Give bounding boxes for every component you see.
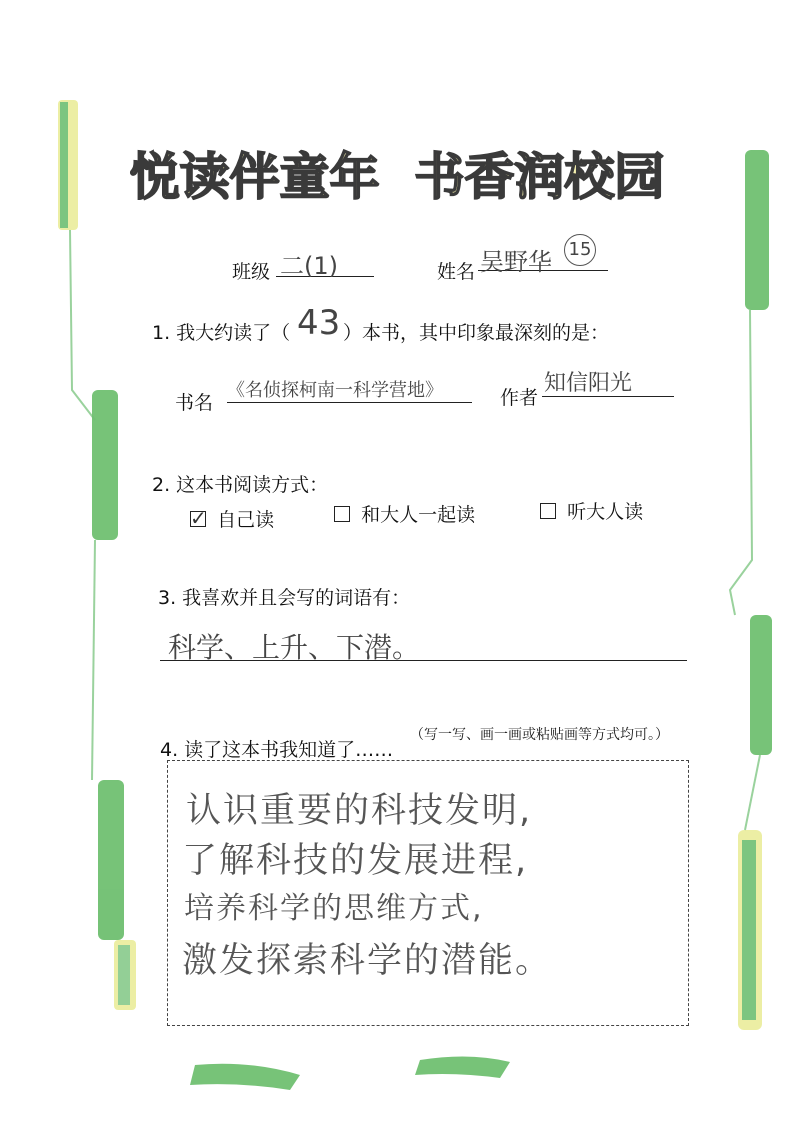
q1-suffix: ）本书，其中印象最深刻的是：	[343, 322, 610, 344]
q4-note: （写一写、画一画或粘贴画等方式均可。）	[410, 727, 669, 743]
option-read-with-adult[interactable]	[334, 500, 475, 527]
checkbox-read-with-adult[interactable]	[334, 506, 350, 522]
book-field[interactable]	[227, 374, 472, 403]
q4-label: 4. 读了这本书我知道了……	[160, 739, 394, 761]
page-title	[0, 140, 794, 212]
class-value: 二(1)	[280, 252, 338, 280]
answer-line: 认识重要的科技发明,	[186, 791, 533, 831]
answer-line: 激发探索科学的潜能。	[182, 941, 553, 981]
q3-answer: 科学、上升、下潜。	[168, 631, 421, 664]
q1-prefix: 1. 我大约读了（	[152, 322, 291, 344]
name-label: 姓名	[437, 261, 476, 283]
name-field[interactable]	[478, 239, 608, 276]
book-label: 书名	[175, 392, 214, 414]
class-field[interactable]	[276, 246, 374, 280]
author-label: 作者	[500, 387, 539, 409]
checkbox-listen-adult[interactable]	[540, 503, 556, 519]
option-listen-adult[interactable]	[540, 497, 643, 524]
name-value: 吴野华	[480, 248, 552, 276]
book-value: 《名侦探柯南一科学营地》	[227, 380, 443, 401]
author-value: 知信阳光	[544, 371, 633, 396]
name-number: 15	[564, 234, 596, 266]
option-label: 自己读	[217, 509, 275, 531]
title-text: 悦读伴童年 书香润校园	[129, 148, 665, 206]
q4-answer-box[interactable]	[167, 760, 689, 1026]
option-self-read[interactable]	[190, 505, 274, 532]
author-field[interactable]	[542, 366, 674, 397]
answer-line: 培养科学的思维方式,	[184, 891, 484, 926]
q1-count[interactable]: 43	[297, 303, 341, 343]
q2-label: 2. 这本书阅读方式：	[152, 474, 329, 496]
q3-label: 3. 我喜欢并且会写的词语有：	[158, 587, 411, 609]
class-label: 班级	[232, 261, 271, 283]
option-label: 和大人一起读	[361, 504, 476, 526]
answer-line: 了解科技的发展进程,	[182, 841, 529, 881]
checkmark-icon: ✓	[190, 505, 207, 530]
option-label: 听大人读	[567, 501, 644, 523]
checkbox-self-read[interactable]	[190, 505, 207, 530]
q3-answer-field[interactable]	[160, 628, 687, 664]
